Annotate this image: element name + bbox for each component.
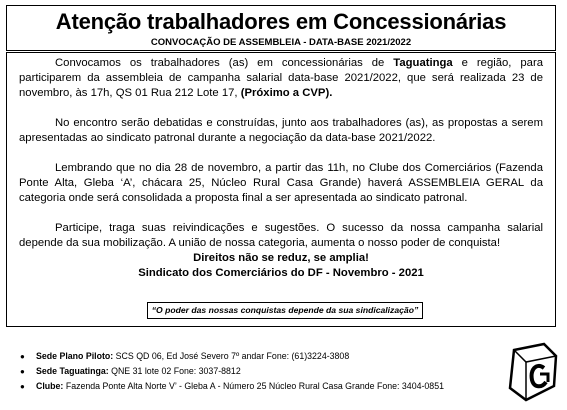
footer-label: Sede Plano Piloto: [36,351,114,361]
footer-item-taguatinga [20,364,490,379]
footer-contacts [20,349,490,394]
paragraph-text: Convocamos os trabalhadores (as) em concessionárias de [55,57,394,69]
page-subtitle: CONVOCAÇÃO DE ASSEMBLEIA - DATA-BASE 2021/2022 [150,37,412,48]
signature: Sindicato dos Comerciários do DF - Novembro - 2021 [138,267,424,279]
footer-item-clube [20,379,490,394]
bullet-icon: ● [20,382,25,391]
footer-item-plano-piloto [20,349,490,364]
bullet-icon: ● [20,367,25,376]
spacer [19,146,543,161]
footer-label: Clube: [36,381,64,391]
slogan: Direitos não se reduz, se amplia! [193,252,369,264]
paragraph-convocation [19,56,543,101]
union-logo-icon [504,342,560,406]
footer-text: SCS QD 06, Ed José Severo 7º andar Fone: (61)3224-3808 [113,351,350,361]
spacer [19,206,543,221]
bullet-icon: ● [20,352,25,361]
location-city: Taguatinga [393,57,453,69]
header-box [6,5,556,51]
paragraph-general-assembly: Lembrando que no dia 28 de novembro, a partir das 11h, no Clube dos Comerciários (Fazenda Ponte Alta, Gleba ‘A’, chácara 25, Núcleo Rural Casa Grande) haverá ASSEMBLEIA GERAL da categoria onde será consolidada a proposta final a ser apresentada ao sindicato patronal. [19,162,543,204]
location-reference: (Próximo a CVP). [240,87,333,99]
motto-box: “O poder das nossas conquistas depende da sua sindicalização” [147,302,423,319]
paragraph-meeting: No encontro serão debatidas e construídas, junto aos trabalhadores (as), as propostas a serem apresentadas ao sindicato patronal durante a negociação da data-base 2021/2022. [19,117,543,144]
spacer [19,101,543,116]
paragraph-text: e região, para participarem da assembleia de campanha salarial data-base 2021/2022, que será realizada 23 de novembro, às 17h, QS 01 Rua 212 Lote 17, [19,57,543,99]
footer-label: Sede Taguatinga: [36,366,109,376]
page-title: Atenção trabalhadores em Concessionárias [55,9,507,34]
footer-text: Fazenda Ponte Alta Norte V’ - Gleba A - Número 25 Núcleo Rural Casa Grande Fone: 3404-0851 [63,381,444,391]
footer-text: QNE 31 lote 02 Fone: 3037-8812 [108,366,241,376]
paragraph-call-to-action: Participe, traga suas reivindicações e sugestões. O sucesso da nossa campanha salarial depende da sua mobilização. A união de nossa categoria, aumenta o nosso poder de conquista! [19,222,543,249]
notice-body [6,52,556,327]
